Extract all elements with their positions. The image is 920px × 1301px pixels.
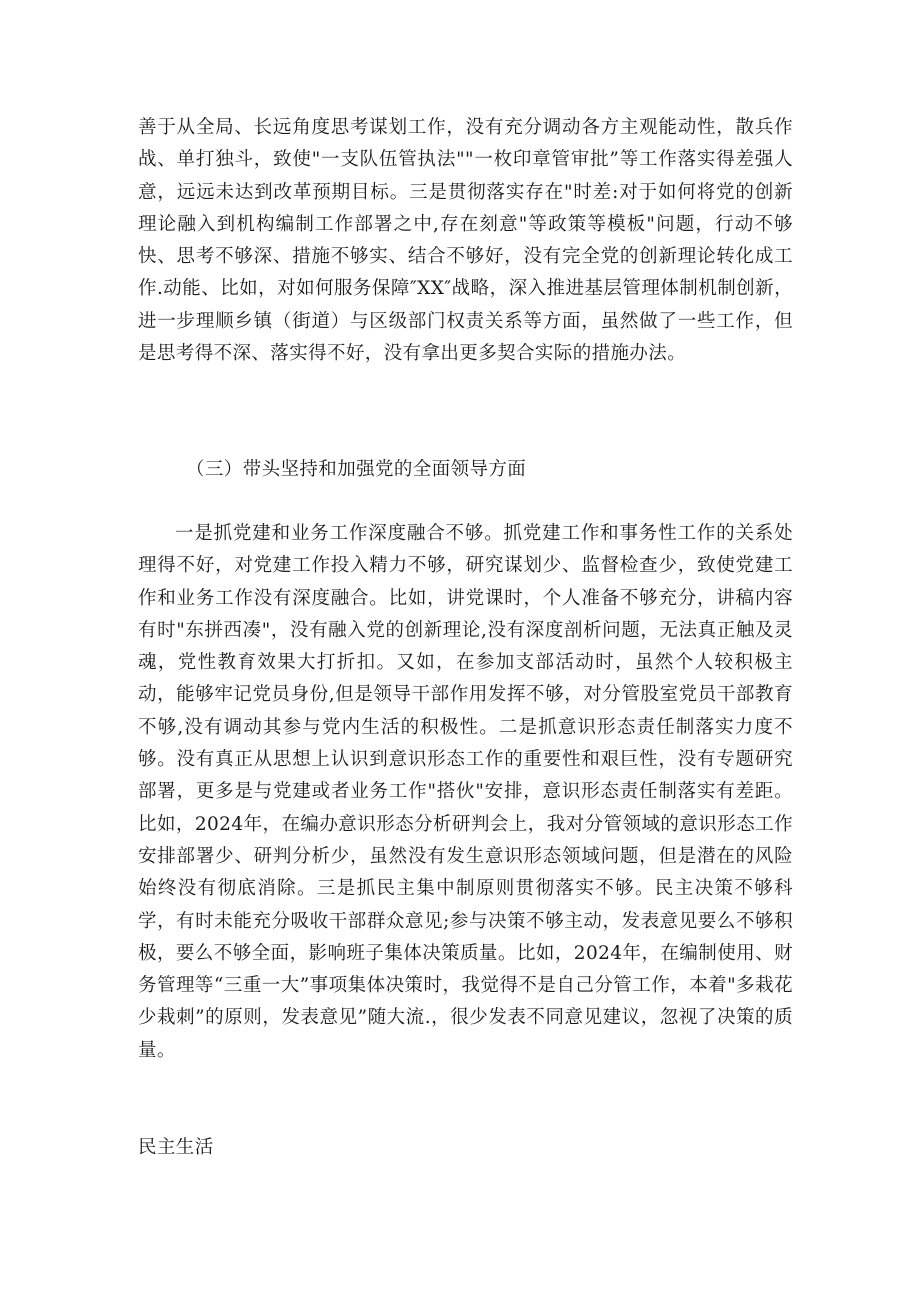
footer-label: 民主生活 (138, 1137, 214, 1158)
section-heading: （三）带头坚持和加强党的全面领导方面 (186, 459, 527, 480)
body-paragraph-continued: 善于从全局、长远角度思考谋划工作，没有充分调动各方主观能动性，散兵作战、单打独斗，致使"一支队伍管执法""一枚印章管审批”等工作落实得差强人意，远远未达到改革预期目标。三是贯彻落实存在"时差:对于如何将党的创新理论融入到机构编制工作部署之中,存在刻意"等政策等模板"问题，行动不够快、思考不够深、措施不够实、结合不够好，没有完全党的创新理论转化成工作.动能、比如，对如何服务保障″XX″战略，深入推进基层管理体制机制创新，进一步理顺乡镇（街道）与区级部门权责关系等方面，虽然做了一些工作，但是思考得不深、落实得不好，没有拿出更多契合实际的措施办法。 (138, 117, 793, 365)
body-paragraph-main: 一是抓党建和业务工作深度融合不够。抓党建工作和事务性工作的关系处理得不好，对党建工作投入精力不够，研究谋划少、监督检查少，致使党建工作和业务工作没有深度融合。比如，讲党课时，个人准备不够充分，讲稿内容有时"东拼西凑"，没有融入党的创新理论,没有深度剖析问题，无法真正触及灵魂，党性教育效果大打折扣。又如，在参加支部活动时，虽然个人较积极主动，能够牢记党员身份,但是领导干部作用发挥不够，对分管股室党员干部教育不够,没有调动其参与党内生活的积极性。二是抓意识形态责任制落实力度不够。没有真正从思想上认识到意识形态工作的重要性和艰巨性，没有专题研究部署，更多是与党建或者业务工作"搭伙"安排，意识形态责任制落实有差距。比如，2024年，在编办意识形态分析研判会上，我对分管领域的意识形态工作安排部署少、研判分析少，虽然没有发生意识形态领域问题，但是潜在的风险始终没有彻底消除。三是抓民主集中制原则贯彻落实不够。民主决策不够科学，有时未能充分吸收干部群众意见;参与决策不够主动，发表意见要么不够积极，要么不够全面，影响班子集体决策质量。比如，2024年，在编制使用、财务管理等“三重一大”事项集体决策时，我觉得不是自己分管工作，本着"多栽花少栽刺”的原则，发表意见”随大流.，很少发表不同意见建议，忽视了决策的质量。 (138, 523, 793, 1061)
